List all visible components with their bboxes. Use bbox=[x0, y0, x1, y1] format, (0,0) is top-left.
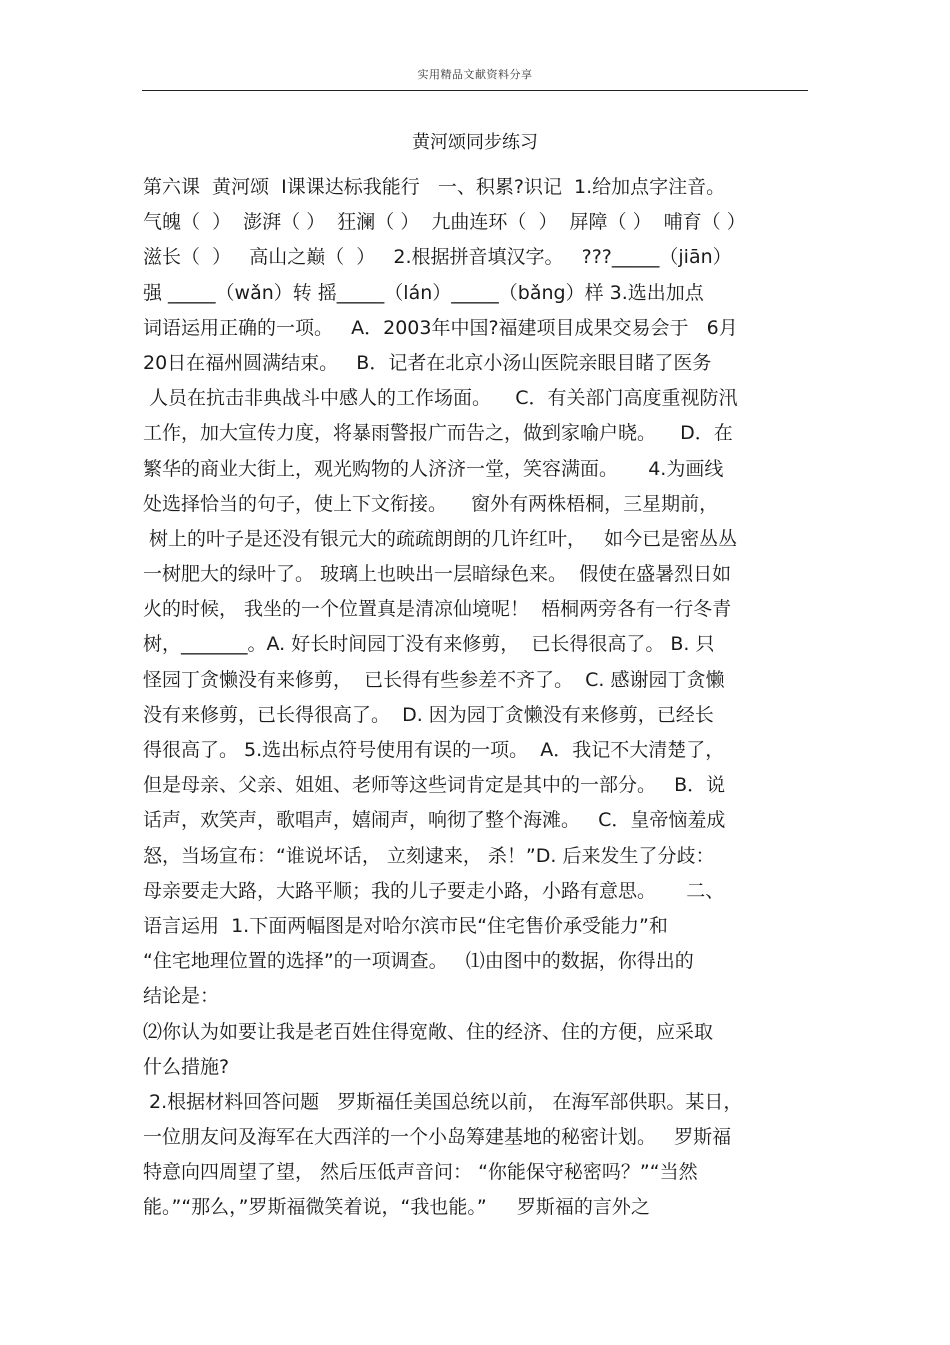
text-line: 滋长（ ） 高山之巅（ ） 2.根据拼音填汉字。 ???_____（jiān） bbox=[143, 246, 732, 269]
text-line: 工作，加大宣传力度，将暴雨警报广而告之，做到家喻户晓。 D．在 bbox=[143, 422, 733, 445]
text-line: 树上的叶子是还没有银元大的疏疏朗朗的几许红叶， 如今已是密丛丛 bbox=[143, 527, 738, 550]
header-divider bbox=[142, 90, 808, 91]
text-line: 词语运用正确的一项。 A．2003年中国?福建项目成果交易会于 6月 bbox=[143, 316, 738, 339]
text-line: 母亲要走大路，大路平顺；我的儿子要走小路，小路有意思。 二、 bbox=[143, 879, 725, 902]
text-line: 树，_______。A. 好长时间园丁没有来修剪， 已长得很高了。 B. 只 bbox=[143, 633, 715, 656]
text-line: 怒，当场宣布：“谁说坏话， 立刻逮来， 杀！”D. 后来发生了分歧： bbox=[143, 844, 715, 867]
text-line: 强 _____（wǎn）转 摇_____（lán）_____（bǎng）样 3.选出加点 bbox=[143, 281, 704, 304]
document-body bbox=[143, 170, 813, 1226]
text-line: 什么措施? bbox=[143, 1055, 230, 1078]
text-line: 一位朋友问及海军在大西洋的一个小岛筹建基地的秘密计划。 罗斯福 bbox=[143, 1126, 732, 1149]
text-line: 2.根据材料回答问题 罗斯福任美国总统以前， 在海军部供职。某日， bbox=[143, 1090, 743, 1113]
text-line: 气魄（ ） 澎湃（ ） 狂澜（ ） 九曲连环（ ） 屏障（ ） 哺育（ ） bbox=[143, 211, 746, 234]
text-line: 结论是： bbox=[143, 985, 220, 1008]
page-header: 实用精品文献资料分享 bbox=[417, 68, 533, 81]
text-line: 得很高了。 5.选出标点符号使用有误的一项。 A．我记不大清楚了， bbox=[143, 739, 725, 761]
text-line: ⑵你认为如要让我是老百姓住得宽敞、住的经济、住的方便，应采取 bbox=[143, 1020, 714, 1043]
text-line: 火的时候， 我坐的一个位置真是清凉仙境呢！ 梧桐两旁各有一行冬青 bbox=[143, 598, 732, 621]
text-line: 人员在抗击非典战斗中感人的工作场面。 C．有关部门高度重视防汛 bbox=[143, 387, 738, 410]
text-line: 话声，欢笑声，歌唱声，嬉闹声，响彻了整个海滩。 C．皇帝恼羞成 bbox=[143, 809, 726, 832]
text-line: 特意向四周望了望， 然后压低声音问： “你能保守秘密吗？”“当然 bbox=[143, 1161, 698, 1184]
text-line: 繁华的商业大街上，观光购物的人济济一堂，笑容满面。 4.为画线 bbox=[143, 457, 724, 480]
text-line: 没有来修剪，已长得很高了。 D. 因为园丁贪懒没有来修剪，已经长 bbox=[143, 703, 714, 726]
text-line: 能。”“那么，”罗斯福微笑着说，“我也能。” 罗斯福的言外之 bbox=[143, 1196, 650, 1219]
text-line: 但是母亲、父亲、姐姐、老师等这些词肯定是其中的一部分。 B．说 bbox=[143, 774, 726, 797]
text-line: 怪园丁贪懒没有来修剪， 已长得有些参差不齐了。 C. 感谢园丁贪懒 bbox=[143, 668, 725, 691]
text-line: 处选择恰当的句子，使上下文衔接。 窗外有两株梧桐，三星期前， bbox=[143, 492, 719, 515]
text-line: 一树肥大的绿叶了。 玻璃上也映出一层暗绿色来。 假使在盛暑烈日如 bbox=[143, 563, 732, 586]
text-line: 语言运用 1.下面两幅图是对哈尔滨市民“住宅售价承受能力”和 bbox=[143, 914, 668, 937]
text-line: 20日在福州圆满结束。 B．记者在北京小汤山医院亲眼目睹了医务 bbox=[143, 351, 712, 374]
text-line: “住宅地理位置的选择”的一项调查。 ⑴由图中的数据，你得出的 bbox=[143, 950, 694, 973]
text-line: 第六课 黄河颂 Ⅰ课课达标我能行 一、积累?识记 1.给加点字注音。 bbox=[143, 176, 726, 198]
document-title: 黄河颂同步练习 bbox=[412, 132, 538, 153]
